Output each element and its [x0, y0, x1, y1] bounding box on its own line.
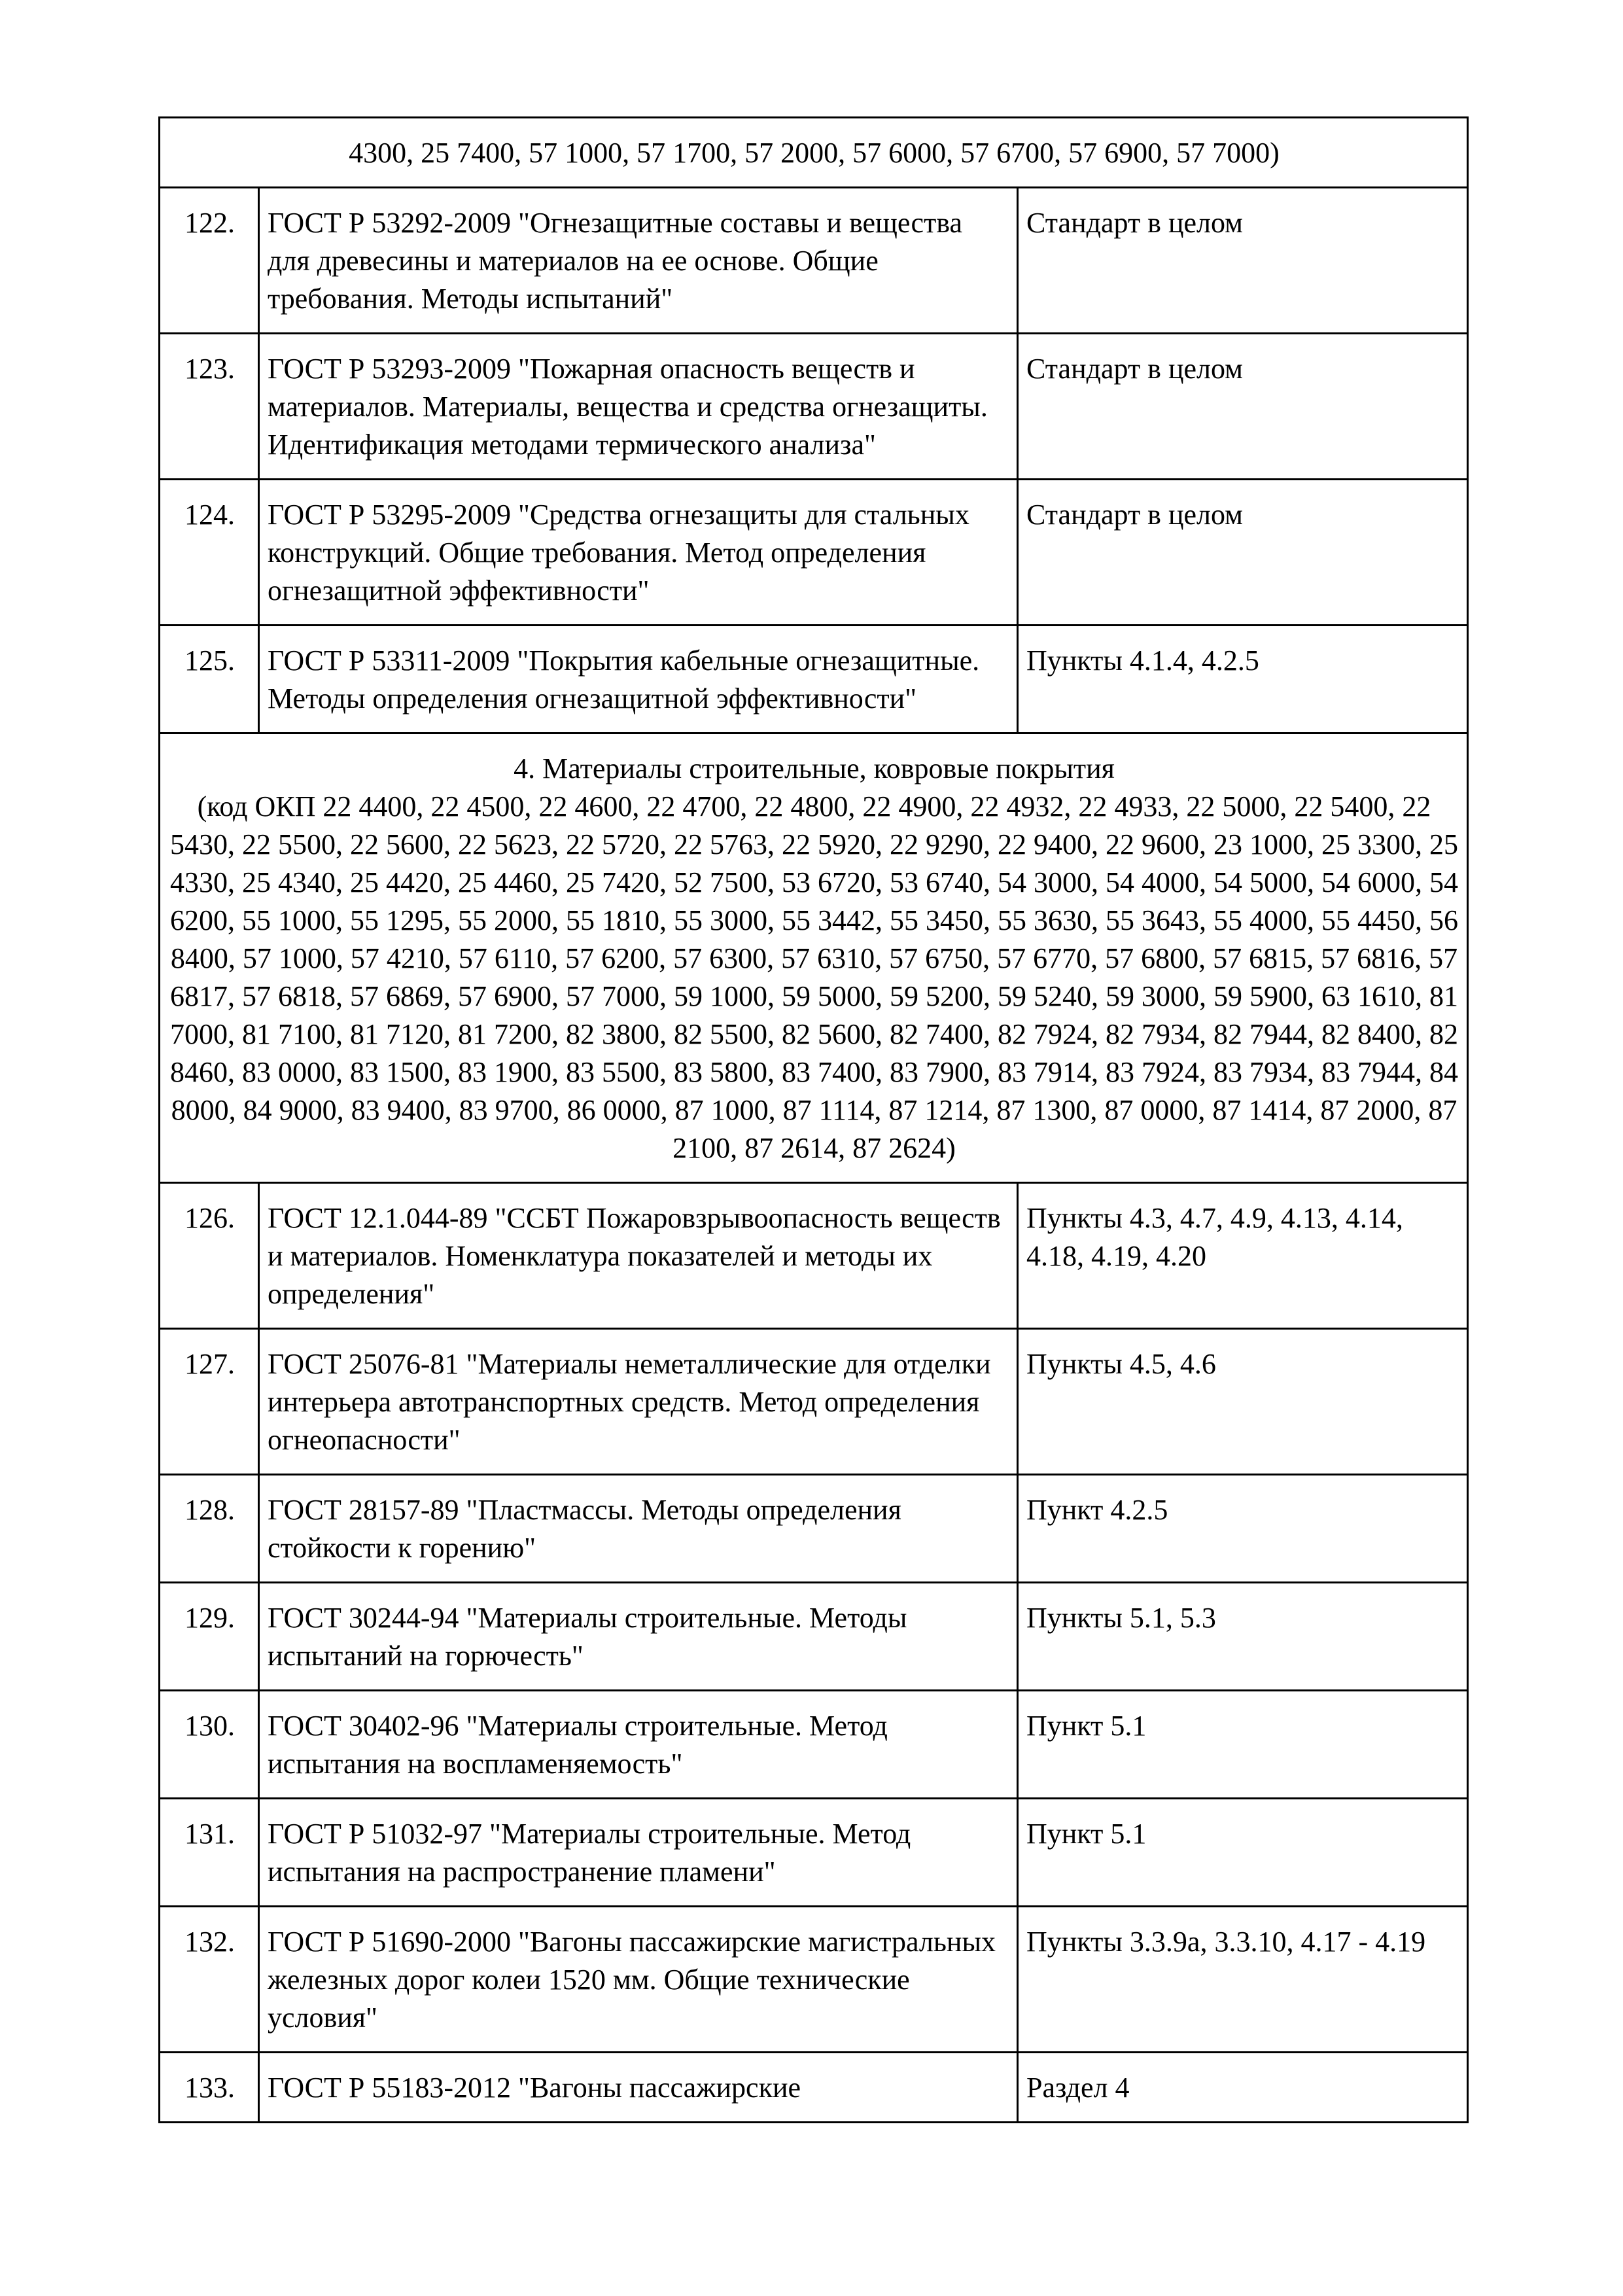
- table-row: [160, 1583, 1468, 1691]
- continuation-row: [160, 118, 1468, 188]
- applicable-scope: Стандарт в целом: [1018, 334, 1468, 480]
- table-row: [160, 1183, 1468, 1329]
- standard-name: ГОСТ Р 53292-2009 "Огнезащитные составы и вещества для древесины и материалов на ее основе. Общие требования. Методы испытаний": [259, 188, 1018, 334]
- standard-name: ГОСТ Р 53295-2009 "Средства огнезащиты для стальных конструкций. Общие требования. Метод определения огнезащитной эффективности": [259, 480, 1018, 626]
- row-number: 124.: [160, 480, 259, 626]
- row-number: 128.: [160, 1475, 259, 1583]
- row-number: 123.: [160, 334, 259, 480]
- standard-name: ГОСТ 12.1.044-89 "ССБТ Пожаровзрывоопасность веществ и материалов. Номенклатура показателей и методы их определения": [259, 1183, 1018, 1329]
- applicable-scope: Стандарт в целом: [1018, 188, 1468, 334]
- table-row: [160, 2053, 1468, 2123]
- standard-name: ГОСТ Р 51032-97 "Материалы строительные. Метод испытания на распространение пламени": [259, 1799, 1018, 1907]
- table-row: [160, 626, 1468, 733]
- row-number: 122.: [160, 188, 259, 334]
- row-number: 133.: [160, 2053, 259, 2123]
- row-number: 129.: [160, 1583, 259, 1691]
- section-header-row: [160, 733, 1468, 1183]
- row-number: 130.: [160, 1691, 259, 1799]
- applicable-scope: Пункты 5.1, 5.3: [1018, 1583, 1468, 1691]
- table-row: [160, 480, 1468, 626]
- section-header: [160, 733, 1468, 1183]
- standards-table: [158, 116, 1469, 2123]
- applicable-scope: Пункты 4.5, 4.6: [1018, 1329, 1468, 1475]
- applicable-scope: Пункты 4.1.4, 4.2.5: [1018, 626, 1468, 733]
- table-row: [160, 1691, 1468, 1799]
- applicable-scope: Пункт 5.1: [1018, 1691, 1468, 1799]
- row-number: 126.: [160, 1183, 259, 1329]
- row-number: 127.: [160, 1329, 259, 1475]
- table-row: [160, 1907, 1468, 2053]
- standard-name: ГОСТ 25076-81 "Материалы неметаллические для отделки интерьера автотранспортных средств. Метод определения огнеопасности": [259, 1329, 1018, 1475]
- applicable-scope: Пункт 5.1: [1018, 1799, 1468, 1907]
- applicable-scope: Стандарт в целом: [1018, 480, 1468, 626]
- standard-name: ГОСТ Р 55183-2012 "Вагоны пассажирские: [259, 2053, 1018, 2123]
- applicable-scope: Пункт 4.2.5: [1018, 1475, 1468, 1583]
- section-okp-codes: (код ОКП 22 4400, 22 4500, 22 4600, 22 4700, 22 4800, 22 4900, 22 4932, 22 4933, 22 5000, 22 5400, 22 5430, 22 5500, 22 5600, 22 5623, 22 5720, 22 5763, 22 5920, 22 9290, 22 9400, 22 9600, 23 1000, 25 3300, 25 4330, 25 4340, 25 4420, 25 4460, 25 7420, 52 7500, 53 6720, 53 6740, 54 3000, 54 4000, 54 5000, 54 6000, 54 6200, 55 1000, 55 1295, 55 2000, 55 1810, 55 3000, 55 3442, 55 3450, 55 3630, 55 3643, 55 4000, 55 4450, 56 8400, 57 1000, 57 4210, 57 6110, 57 6200, 57 6300, 57 6310, 57 6750, 57 6770, 57 6800, 57 6815, 57 6816, 57 6817, 57 6818, 57 6869, 57 6900, 57 7000, 59 1000, 59 5000, 59 5200, 59 5240, 59 3000, 59 5900, 63 1610, 81 7000, 81 7100, 81 7120, 81 7200, 82 3800, 82 5500, 82 5600, 82 7400, 82 7924, 82 7934, 82 7944, 82 8400, 82 8460, 83 0000, 83 1500, 83 1900, 83 5500, 83 5800, 83 7400, 83 7900, 83 7914, 83 7924, 83 7934, 83 7944, 84 8000, 84 9000, 83 9400, 83 9700, 86 0000, 87 1000, 87 1114, 87 1214, 87 1300, 87 0000, 87 1414, 87 2000, 87 2100, 87 2614, 87 2624): [170, 790, 1458, 1164]
- continuation-text: 4300, 25 7400, 57 1000, 57 1700, 57 2000, 57 6000, 57 6700, 57 6900, 57 7000): [160, 118, 1468, 188]
- table-row: [160, 1799, 1468, 1907]
- standard-name: ГОСТ 30244-94 "Материалы строительные. Методы испытаний на горючесть": [259, 1583, 1018, 1691]
- table-row: [160, 334, 1468, 480]
- table-row: [160, 1475, 1468, 1583]
- applicable-scope: Пункты 3.3.9а, 3.3.10, 4.17 - 4.19: [1018, 1907, 1468, 2053]
- section-title: 4. Материалы строительные, ковровые покрытия: [514, 752, 1115, 785]
- standard-name: ГОСТ 28157-89 "Пластмассы. Методы определения стойкости к горению": [259, 1475, 1018, 1583]
- standard-name: ГОСТ Р 51690-2000 "Вагоны пассажирские магистральных железных дорог колеи 1520 мм. Общие технические условия": [259, 1907, 1018, 2053]
- applicable-scope: Раздел 4: [1018, 2053, 1468, 2123]
- applicable-scope: Пункты 4.3, 4.7, 4.9, 4.13, 4.14, 4.18, 4.19, 4.20: [1018, 1183, 1468, 1329]
- standard-name: ГОСТ Р 53311-2009 "Покрытия кабельные огнезащитные. Методы определения огнезащитной эффективности": [259, 626, 1018, 733]
- row-number: 131.: [160, 1799, 259, 1907]
- standard-name: ГОСТ 30402-96 "Материалы строительные. Метод испытания на воспламеняемость": [259, 1691, 1018, 1799]
- row-number: 125.: [160, 626, 259, 733]
- row-number: 132.: [160, 1907, 259, 2053]
- table-row: [160, 1329, 1468, 1475]
- table-row: [160, 188, 1468, 334]
- standard-name: ГОСТ Р 53293-2009 "Пожарная опасность веществ и материалов. Материалы, вещества и средства огнезащиты. Идентификация методами термического анализа": [259, 334, 1018, 480]
